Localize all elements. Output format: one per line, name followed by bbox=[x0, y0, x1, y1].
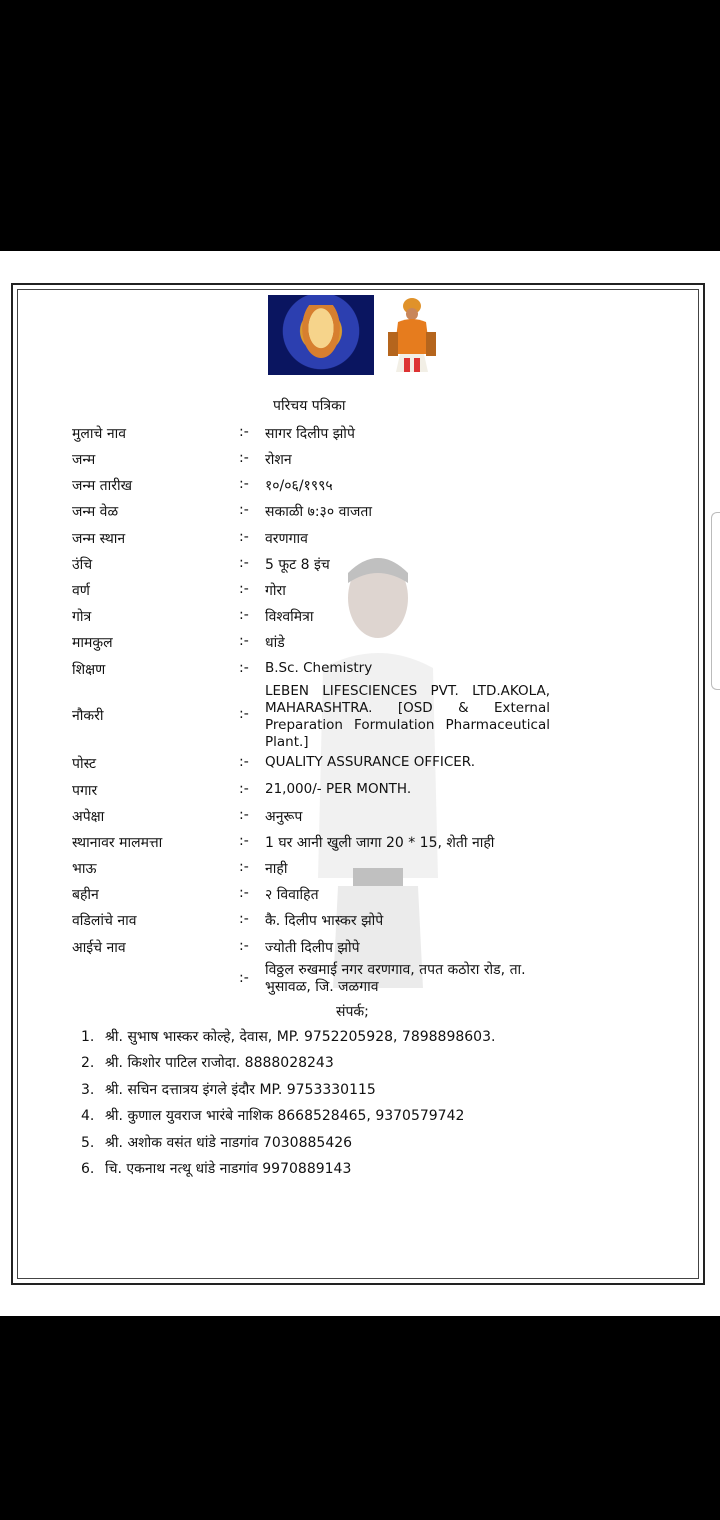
field-label: मुलाचे नाव bbox=[72, 426, 127, 442]
contact-text: श्री. सचिन दत्तात्रय इंगले इंदौर MP. 9753330115 bbox=[105, 1081, 376, 1098]
field-label: पगार bbox=[72, 783, 98, 799]
field-value: 21,000/- PER MONTH. bbox=[265, 781, 412, 797]
field-separator: :- bbox=[239, 833, 249, 849]
document-title: परिचय पत्रिका bbox=[273, 398, 346, 414]
field-separator: :- bbox=[239, 633, 249, 649]
list-number: 4. bbox=[81, 1108, 95, 1125]
field-label: पोस्ट bbox=[72, 756, 97, 772]
field-label: नौकरी bbox=[72, 708, 104, 724]
field-value: १०/०६/१९९५ bbox=[265, 478, 333, 494]
contact-heading: संपर्क; bbox=[336, 1004, 369, 1020]
field-label: जन्म bbox=[72, 452, 96, 468]
field-value: QUALITY ASSURANCE OFFICER. bbox=[265, 754, 475, 770]
field-separator: :- bbox=[239, 970, 249, 986]
field-label: बहीन bbox=[72, 887, 99, 903]
contact-list bbox=[81, 1027, 495, 1185]
field-value: अनुरूप bbox=[265, 809, 303, 825]
list-number: 1. bbox=[81, 1029, 95, 1045]
list-item bbox=[81, 1106, 495, 1132]
contact-text: श्री. अशोक वसंत धांडे नाडगांव 7030885426 bbox=[105, 1134, 353, 1151]
list-item bbox=[81, 1080, 495, 1106]
scroll-handle[interactable] bbox=[711, 512, 720, 690]
list-number: 6. bbox=[81, 1160, 95, 1177]
field-value: वरणगाव bbox=[265, 531, 308, 547]
field-label: गोत्र bbox=[72, 609, 92, 625]
field-value: सागर दिलीप झोपे bbox=[265, 426, 355, 442]
field-label: जन्म वेळ bbox=[72, 504, 119, 520]
field-label: आईचे नाव bbox=[72, 940, 126, 956]
contact-text: श्री. कुणाल युवराज भारंबे नाशिक 8668528465, 9370579742 bbox=[105, 1108, 465, 1125]
contact-text: श्री. सुभाष भास्कर कोल्हे, देवास, MP. 9752205928, 7898898603. bbox=[105, 1029, 496, 1045]
list-number: 3. bbox=[81, 1081, 95, 1098]
job-value: LEBEN LIFESCIENCES PVT. LTD.AKOLA, MAHARASHTRA. [OSD & External Preparation Formulation Pharmaceutical Plant.] bbox=[265, 683, 550, 750]
contact-text: चि. एकनाथ नत्थू धांडे नाडगांव 9970889143 bbox=[105, 1160, 352, 1177]
field-separator: :- bbox=[239, 885, 249, 901]
field-label: वडिलांचे नाव bbox=[72, 913, 137, 929]
contact-text: श्री. किशोर पाटिल राजोदा. 8888028243 bbox=[105, 1055, 334, 1072]
field-label: वर्ण bbox=[72, 583, 90, 599]
field-separator: :- bbox=[239, 502, 249, 518]
field-separator: :- bbox=[239, 706, 249, 722]
field-separator: :- bbox=[239, 607, 249, 623]
address-value: विठ्ठल रुखमाई नगर वरणगाव, तपत कठोरा रोड, ता. भुसावळ, जि. जळगाव bbox=[265, 962, 526, 995]
field-separator: :- bbox=[239, 424, 249, 440]
field-value: गोरा bbox=[265, 583, 286, 599]
shivaji-image bbox=[384, 292, 440, 376]
field-label: स्थानावर मालमत्ता bbox=[72, 835, 163, 851]
field-label: अपेक्षा bbox=[72, 809, 105, 825]
field-value: B.Sc. Chemistry bbox=[265, 660, 373, 676]
field-value: ज्योती दिलीप झोपे bbox=[265, 940, 360, 956]
field-value: २ विवाहित bbox=[265, 887, 319, 903]
field-label: शिक्षण bbox=[72, 662, 106, 678]
list-item bbox=[81, 1053, 495, 1079]
list-item bbox=[81, 1027, 495, 1053]
list-item bbox=[81, 1159, 495, 1185]
field-label: मामकुल bbox=[72, 635, 113, 651]
field-value: सकाळी ७:३० वाजता bbox=[265, 504, 372, 520]
field-separator: :- bbox=[239, 859, 249, 875]
field-separator: :- bbox=[239, 781, 249, 797]
field-separator: :- bbox=[239, 660, 249, 676]
field-value: नाही bbox=[265, 861, 288, 877]
field-value: विश्वमित्रा bbox=[265, 609, 314, 625]
field-separator: :- bbox=[239, 450, 249, 466]
ganesha-figure bbox=[299, 305, 343, 363]
field-value: धांडे bbox=[265, 635, 285, 651]
field-separator: :- bbox=[239, 555, 249, 571]
field-value: कै. दिलीप भास्कर झोपे bbox=[265, 913, 384, 929]
field-label: जन्म स्थान bbox=[72, 531, 126, 547]
field-separator: :- bbox=[239, 529, 249, 545]
field-separator: :- bbox=[239, 938, 249, 954]
field-separator: :- bbox=[239, 807, 249, 823]
field-label: भाऊ bbox=[72, 861, 97, 877]
field-separator: :- bbox=[239, 911, 249, 927]
field-value: 5 फूट 8 इंच bbox=[265, 557, 330, 573]
list-number: 2. bbox=[81, 1055, 95, 1072]
list-number: 5. bbox=[81, 1134, 95, 1151]
list-item bbox=[81, 1133, 495, 1159]
field-label: उंचि bbox=[72, 557, 93, 573]
field-value: रोशन bbox=[265, 452, 292, 468]
field-separator: :- bbox=[239, 581, 249, 597]
field-separator: :- bbox=[239, 476, 249, 492]
field-separator: :- bbox=[239, 754, 249, 770]
field-label: जन्म तारीख bbox=[72, 478, 133, 494]
field-value: 1 घर आनी खुली जागा 20 * 15, शेती नाही bbox=[265, 835, 495, 851]
